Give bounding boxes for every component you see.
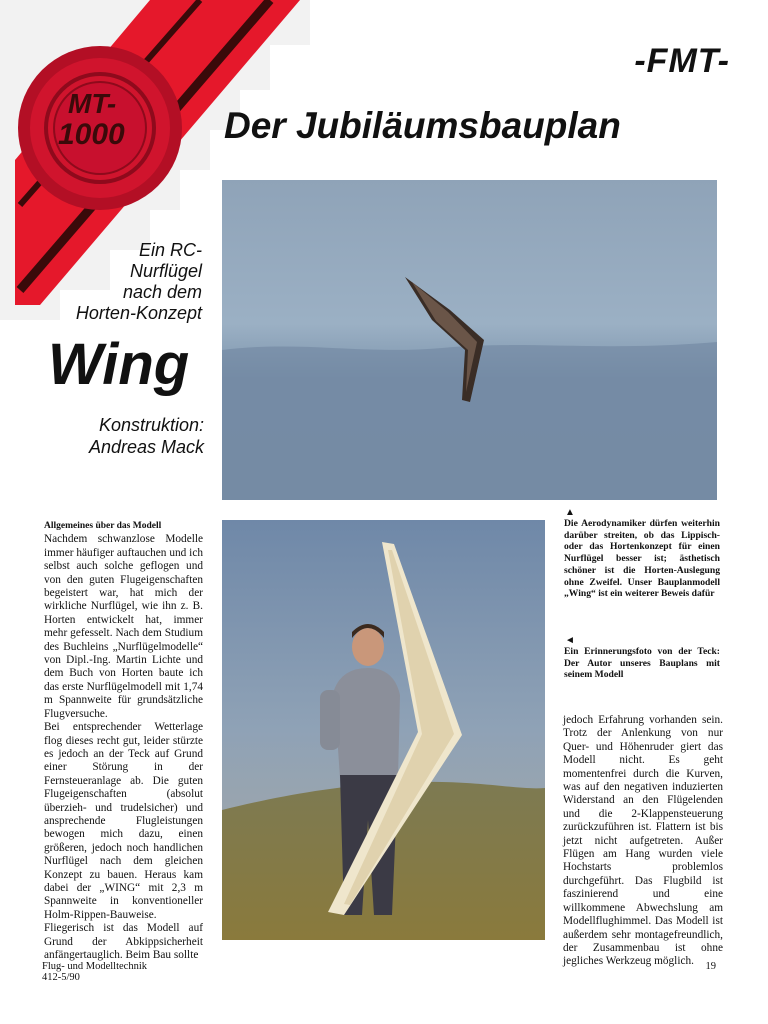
model-name: Wing: [48, 332, 190, 397]
photo-caption-top: [564, 508, 720, 600]
credit: [14, 414, 204, 458]
article-paragraph: jedoch Erfahrung vorhanden sein. Trotz der Anlenkung von nur Quer- und Höhenruder giert das Modell nicht. Es geht momentenfrei durch die Kurven, was auf den negativen induzierten Widerstand an den Flügelenden und die 2-Klappensteuerung zurückzuführen ist. Flattern ist bis jetzt nicht aufgetreten. Außer Flügen am Hang wurden viele Hochstarts problemlos durchgeführt. Das Flugbild ist faszinierend und eine willkommene Abwechslung am Modellflughimmel. Das Modell ist außerdem sehr montagefreundlich, der Zusammenbau ist ohne jegliches Werkzeug möglich.: [563, 714, 723, 968]
photo-caption-left: [564, 636, 720, 681]
footer-issue: 412-5/90: [42, 972, 80, 983]
caption-text: Ein Erinnerungsfoto von der Teck: Der Autor unseres Bauplans mit seinem Modell: [564, 646, 720, 681]
credit-author: Andreas Mack: [88, 437, 204, 457]
article-paragraph: Bei entsprechender Wetterlage flog dieses recht gut, leider stürzte es jedoch an der Teck auf Grund einer Störung in der Fernsteueranlage ab. Die guten Flugeigenschaften (absolut überzieh- und trudelsicher) und ansprechende Flugleistungen bewogen mich dazu, einen größeren, jedoch noch handlichen Nurflügel nach dem gleichen Konzept zu bauen. Heraus kam dabei der „WING“ mit 2,3 m Spannweite in konventioneller Holm-Rippen-Bauweise. Fliegerisch ist das Modell auf Grund der Abkippsicherheit anfängertauglich. Beim Bau sollte: [44, 721, 203, 961]
photo-author-with-model: [222, 520, 545, 940]
arrow-up-icon: ▲: [565, 507, 575, 518]
subtitle-line: Nurflügel: [129, 261, 202, 281]
article-column-1: [44, 520, 203, 962]
footer-magazine: Flug- und Modelltechnik: [42, 961, 147, 972]
badge-text-line1: MT-: [68, 88, 117, 119]
subtitle-line: nach dem: [122, 282, 202, 302]
magazine-brand: -FMT-: [634, 42, 730, 80]
footer-source: [42, 961, 147, 983]
subtitle-line: Horten-Konzept: [75, 303, 202, 323]
article-column-3: [563, 714, 723, 969]
page-title: Der Jubiläumsbauplan: [224, 105, 621, 146]
caption-text: Die Aerodynamiker dürfen weiterhin darüber streiten, ob das Lippisch- oder das Hortenkonzept für einen Nurflügel besser ist; ästhetisch schöner ist die Horten-Auslegung ohne Zweifel. Unser Bauplanmodell „Wing“ ist ein weiterer Beweis dafür: [564, 518, 720, 600]
credit-label: Konstruktion:: [98, 415, 204, 435]
subtitle: [12, 240, 202, 324]
photo-glider-in-flight: [222, 180, 717, 500]
section-heading: Allgemeines über das Modell: [44, 521, 162, 531]
arrow-left-icon: ◄: [565, 635, 575, 646]
article-paragraph: Nachdem schwanzlose Modelle immer häufiger auftauchen und ich selbst auch solche geflogen und von den guten Flugeigenschaften begeistert war, hat mich der wirkliche Nurflügel, wie ihn z. B. Horten entwickelt hat, immer mehr gefesselt. Nach dem Studium des Buchleins „Nurflügelmodelle“ von Dipl.-Ing. Martin Lichte und dem Buch von Horten baute ich das erste Nurflügelmodell mit 1,74 m Spannweite für grundsätzliche Flugversuche.: [44, 533, 203, 720]
page-number: 19: [705, 961, 716, 972]
badge-text-line2: 1000: [58, 118, 125, 151]
subtitle-line: Ein RC-: [138, 240, 202, 260]
